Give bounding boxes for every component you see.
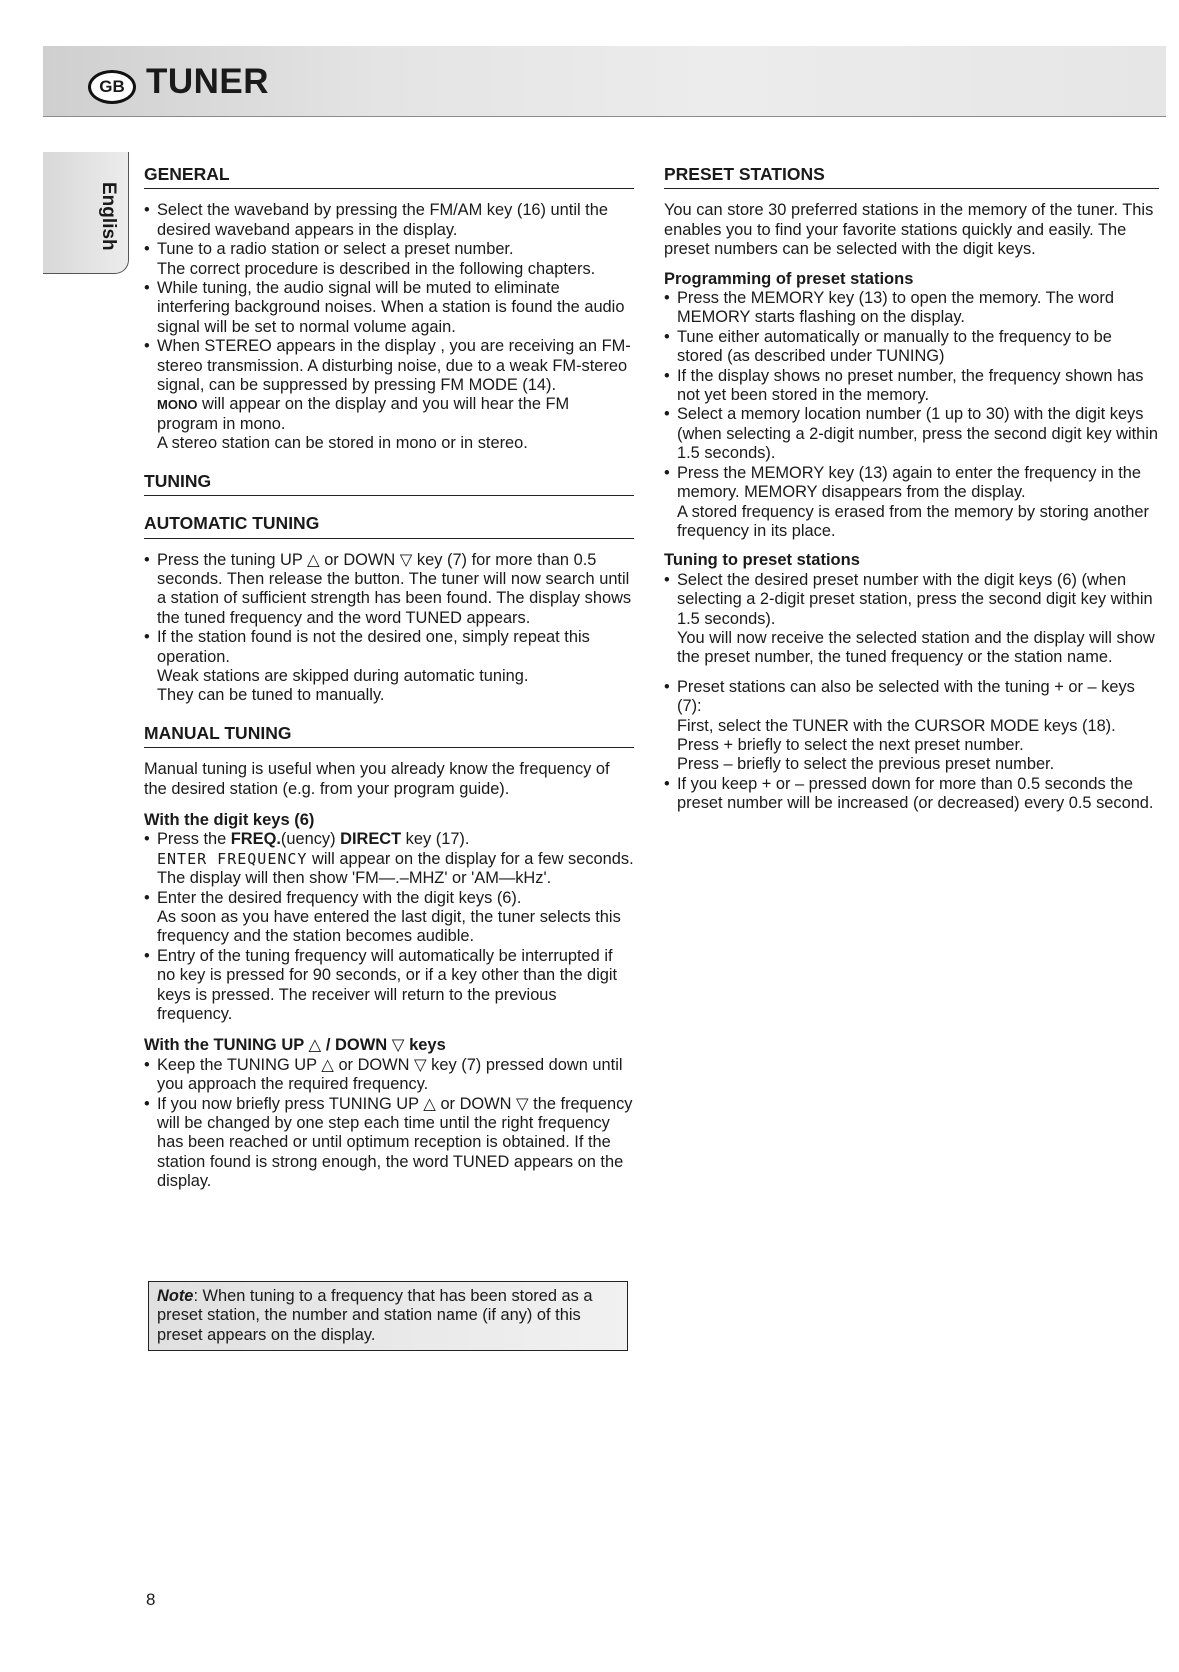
- right-column: [664, 165, 1159, 814]
- list-item-text: • If you keep + or – pressed down for more than 0.5 seconds the preset number will be increased (or decreased) every 0.5 second.: [677, 774, 1154, 813]
- list-item-text: • Entry of the tuning frequency will automatically be interrupted if no key is pressed for 90 seconds, or if a key other than the digit keys is pressed. The receiver will return to the previous frequency.: [157, 946, 618, 1024]
- digit-keys-list: [144, 830, 634, 1024]
- list-item-text: • Keep the TUNING UP △ or DOWN ▽ key (7) pressed down until you approach the required frequency.: [157, 1055, 623, 1094]
- list-item: [144, 830, 634, 888]
- programming-list: [664, 289, 1159, 541]
- list-item-text: A stored frequency is erased from the memory by storing another frequency in its place.: [677, 502, 1149, 540]
- list-item-text: • While tuning, the audio signal will be muted to eliminate interfering background noises. When a station is found the audio signal will be set to normal volume again.: [157, 279, 625, 336]
- list-item: [144, 201, 634, 240]
- manual-tuning-heading: MANUAL TUNING: [144, 724, 634, 748]
- page-title: TUNER: [146, 62, 270, 101]
- list-item-text: As soon as you have entered the last digit, the tuner selects this frequency and the station becomes audible.: [157, 908, 621, 946]
- list-item: [664, 289, 1159, 328]
- list-item: [144, 947, 634, 1025]
- list-item-text: • Press the tuning UP △ or DOWN ▽ key (7) for more than 0.5 seconds. Then release the button. The tuner will now search until a station of sufficient strength has been found. The display shows the tuned frequency and the word TUNED appears.: [157, 550, 632, 627]
- freq-direct-mid: (uency): [280, 830, 341, 849]
- list-item: [664, 464, 1159, 542]
- programming-heading: Programming of preset stations: [664, 269, 914, 288]
- list-item-text: They can be tuned to manually.: [157, 686, 385, 705]
- enter-frequency-text: will appear on the display for a few seconds.: [307, 849, 634, 868]
- list-item: [144, 337, 634, 453]
- gb-language-badge: GB: [88, 70, 136, 104]
- language-tab-label: English: [98, 182, 119, 251]
- list-item: [664, 775, 1159, 814]
- left-column: [144, 165, 634, 1192]
- page-number: 8: [146, 1590, 156, 1609]
- list-item-text: The display will then show 'FM—.–MHZ' or 'AM—kHz'.: [157, 869, 552, 888]
- list-item: [144, 279, 634, 337]
- note-label: Note: [157, 1287, 194, 1305]
- list-item: [144, 628, 634, 706]
- automatic-tuning-list: [144, 551, 634, 706]
- tuning-updown-list: [144, 1056, 634, 1192]
- list-item: [144, 551, 634, 629]
- list-item-text: You will now receive the selected station and the display will show the preset number, the tuned frequency or the station name.: [677, 628, 1155, 667]
- list-item: [144, 1056, 634, 1095]
- tuning-presets-heading: Tuning to preset stations: [664, 551, 860, 570]
- tuning-updown-heading: With the TUNING UP △ / DOWN ▽ keys: [144, 1036, 446, 1055]
- tuning-heading: TUNING: [144, 472, 634, 496]
- mono-line: [157, 395, 634, 434]
- list-item: [664, 405, 1159, 463]
- list-item: [664, 678, 1159, 775]
- list-item-text: • Press the MEMORY key (13) to open the memory. The word MEMORY starts flashing on the display.: [677, 289, 1114, 327]
- list-item-text: • Preset stations can also be selected with the tuning + or – keys (7):: [677, 677, 1135, 716]
- note-text: : When tuning to a frequency that has been stored as a preset station, the number and station name (if any) of this preset appears on the display.: [157, 1287, 593, 1344]
- automatic-tuning-heading: AUTOMATIC TUNING: [144, 514, 634, 538]
- enter-frequency-line: [157, 850, 634, 869]
- preset-stations-heading: PRESET STATIONS: [664, 165, 1159, 189]
- list-item-text: • Tune either automatically or manually to the frequency to be stored (as described under TUNING): [677, 327, 1112, 366]
- tuning-presets-list: [664, 571, 1159, 814]
- list-item: [144, 240, 634, 279]
- list-item-text: • Tune to a radio station or select a preset number.: [157, 240, 514, 259]
- freq-direct-bold2: DIRECT: [340, 830, 402, 849]
- freq-direct-pre: Press the: [157, 830, 231, 849]
- list-item: [144, 1095, 634, 1192]
- general-heading: GENERAL: [144, 165, 634, 189]
- list-item-text: • Enter the desired frequency with the digit keys (6).: [157, 888, 522, 907]
- list-item-text: A stereo station can be stored in mono or in stereo.: [157, 434, 528, 453]
- mono-tag: MONO: [157, 397, 198, 413]
- list-item-text: • If the station found is not the desired one, simply repeat this operation.: [157, 628, 590, 666]
- list-item-text: • Press the MEMORY key (13) again to enter the frequency in the memory. MEMORY disappears from the display.: [677, 463, 1142, 502]
- list-item-text: • Select a memory location number (1 up to 30) with the digit keys (when selecting a 2-digit number, press the second digit key within 1.5 seconds).: [677, 405, 1159, 463]
- note-box: [148, 1281, 628, 1351]
- list-item: [664, 571, 1159, 668]
- general-list: [144, 201, 634, 453]
- list-item-text: • When STEREO appears in the display , you are receiving an FM-stereo transmission. A disturbing noise, due to a weak FM-stereo signal, can be suppressed by pressing FM MODE (14).: [157, 337, 631, 395]
- list-item-text: • Select the waveband by pressing the FM/AM key (16) until the desired waveband appears in the display.: [157, 201, 608, 239]
- list-item-text: • If the display shows no preset number, the frequency shown has not yet been stored in the memory.: [677, 366, 1144, 405]
- list-item-text: Weak stations are skipped during automatic tuning.: [157, 666, 529, 685]
- list-item-text: First, select the TUNER with the CURSOR MODE keys (18).: [677, 716, 1116, 735]
- digit-keys-heading: With the digit keys (6): [144, 810, 315, 829]
- freq-direct-line: [157, 830, 634, 849]
- list-item-text: The correct procedure is described in the following chapters.: [157, 259, 596, 278]
- freq-direct-post: key (17).: [401, 830, 470, 849]
- preset-stations-intro: You can store 30 preferred stations in the memory of the tuner. This enables you to find your favorite stations quickly and easily. The preset numbers can be selected with the digit keys.: [664, 201, 1154, 259]
- list-item-text: Press + briefly to select the next preset number.: [677, 735, 1024, 754]
- list-item: [144, 889, 634, 947]
- enter-frequency-display: ENTER FREQUENCY: [157, 849, 308, 868]
- mono-text: will appear on the display and you will hear the FM program in mono.: [157, 395, 570, 433]
- list-item-text: • If you now briefly press TUNING UP △ or DOWN ▽ the frequency will be changed by one step each time until the right frequency has been reached or until optimum reception is obtained. If the station found is strong enough, the word TUNED appears on the display.: [157, 1094, 633, 1191]
- list-item-text: Press – briefly to select the previous preset number.: [677, 755, 1055, 774]
- list-item: [664, 367, 1159, 406]
- manual-tuning-intro: Manual tuning is useful when you already know the frequency of the desired station (e.g. from your program guide).: [144, 760, 610, 798]
- list-item-text: • Select the desired preset number with the digit keys (6) (when selecting a 2-digit preset station, press the second digit key within 1.5 seconds).: [677, 570, 1153, 628]
- freq-direct-bold1: FREQ.: [230, 830, 281, 849]
- list-item: [664, 328, 1159, 367]
